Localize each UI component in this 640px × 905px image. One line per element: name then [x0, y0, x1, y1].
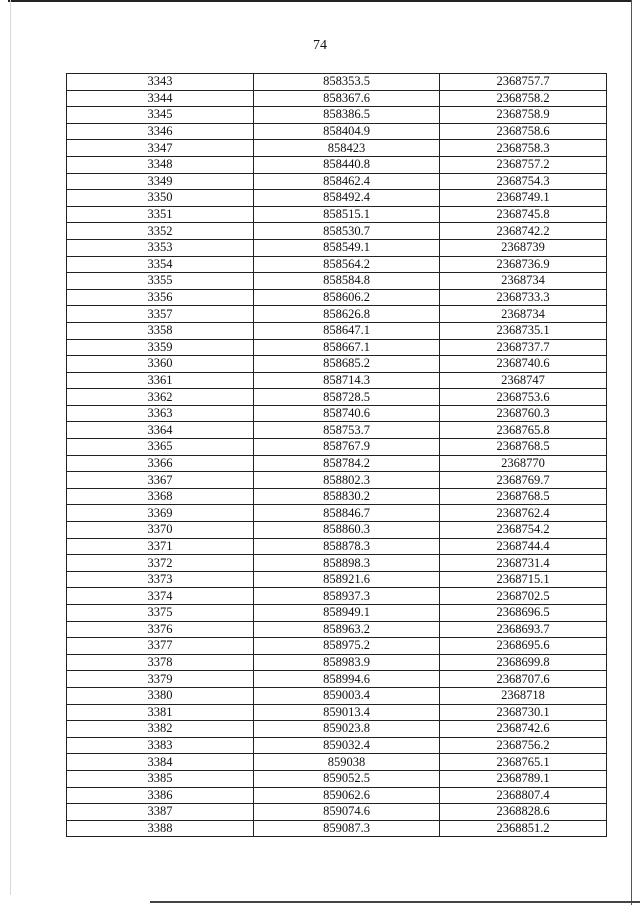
point-number-cell: 3345 — [67, 107, 254, 124]
x-coordinate-cell: 858830.2 — [254, 488, 440, 505]
y-coordinate-cell: 2368718 — [440, 687, 607, 704]
point-number-cell: 3356 — [67, 289, 254, 306]
point-number-cell: 3347 — [67, 140, 254, 157]
x-coordinate-cell: 858584.8 — [254, 273, 440, 290]
point-number-cell: 3346 — [67, 123, 254, 140]
x-coordinate-cell: 859062.6 — [254, 787, 440, 804]
x-coordinate-cell: 859013.4 — [254, 704, 440, 721]
point-number-cell: 3366 — [67, 455, 254, 472]
y-coordinate-cell: 2368745.8 — [440, 206, 607, 223]
point-number-cell: 3370 — [67, 522, 254, 539]
table-row — [67, 74, 607, 91]
point-number-cell: 3374 — [67, 588, 254, 605]
coordinates-table — [66, 73, 607, 837]
x-coordinate-cell: 858549.1 — [254, 239, 440, 256]
x-coordinate-cell: 859023.8 — [254, 721, 440, 738]
x-coordinate-cell: 858626.8 — [254, 306, 440, 323]
point-number-cell: 3381 — [67, 704, 254, 721]
point-number-cell: 3364 — [67, 422, 254, 439]
y-coordinate-cell: 2368756.2 — [440, 737, 607, 754]
point-number-cell: 3383 — [67, 737, 254, 754]
y-coordinate-cell: 2368715.1 — [440, 571, 607, 588]
point-number-cell: 3360 — [67, 356, 254, 373]
y-coordinate-cell: 2368693.7 — [440, 621, 607, 638]
y-coordinate-cell: 2368699.8 — [440, 654, 607, 671]
x-coordinate-cell: 858975.2 — [254, 638, 440, 655]
table-row — [67, 588, 607, 605]
point-number-cell: 3379 — [67, 671, 254, 688]
x-coordinate-cell: 858878.3 — [254, 538, 440, 555]
x-coordinate-cell: 858898.3 — [254, 555, 440, 572]
table-row — [67, 704, 607, 721]
y-coordinate-cell: 2368747 — [440, 372, 607, 389]
x-coordinate-cell: 858846.7 — [254, 505, 440, 522]
y-coordinate-cell: 2368758.2 — [440, 90, 607, 107]
x-coordinate-cell: 858462.4 — [254, 173, 440, 190]
table-row — [67, 638, 607, 655]
x-coordinate-cell: 858767.9 — [254, 439, 440, 456]
x-coordinate-cell: 858353.5 — [254, 74, 440, 91]
table-row — [67, 306, 607, 323]
y-coordinate-cell: 2368737.7 — [440, 339, 607, 356]
table-row — [67, 654, 607, 671]
point-number-cell: 3387 — [67, 804, 254, 821]
table-row — [67, 472, 607, 489]
y-coordinate-cell: 2368734 — [440, 273, 607, 290]
point-number-cell: 3367 — [67, 472, 254, 489]
y-coordinate-cell: 2368768.5 — [440, 439, 607, 456]
table-row — [67, 356, 607, 373]
table-row — [67, 140, 607, 157]
x-coordinate-cell: 858784.2 — [254, 455, 440, 472]
y-coordinate-cell: 2368695.6 — [440, 638, 607, 655]
y-coordinate-cell: 2368770 — [440, 455, 607, 472]
y-coordinate-cell: 2368702.5 — [440, 588, 607, 605]
x-coordinate-cell: 858685.2 — [254, 356, 440, 373]
point-number-cell: 3362 — [67, 389, 254, 406]
y-coordinate-cell: 2368739 — [440, 239, 607, 256]
x-coordinate-cell: 858860.3 — [254, 522, 440, 539]
table-row — [67, 787, 607, 804]
y-coordinate-cell: 2368765.8 — [440, 422, 607, 439]
table-row — [67, 339, 607, 356]
y-coordinate-cell: 2368735.1 — [440, 322, 607, 339]
table-row — [67, 107, 607, 124]
y-coordinate-cell: 2368758.6 — [440, 123, 607, 140]
x-coordinate-cell: 858440.8 — [254, 156, 440, 173]
coordinates-table-body — [67, 74, 607, 837]
x-coordinate-cell: 858647.1 — [254, 322, 440, 339]
table-row — [67, 206, 607, 223]
y-coordinate-cell: 2368828.6 — [440, 804, 607, 821]
point-number-cell: 3386 — [67, 787, 254, 804]
table-row — [67, 256, 607, 273]
y-coordinate-cell: 2368744.4 — [440, 538, 607, 555]
x-coordinate-cell: 858386.5 — [254, 107, 440, 124]
table-row — [67, 538, 607, 555]
table-row — [67, 687, 607, 704]
point-number-cell: 3352 — [67, 223, 254, 240]
y-coordinate-cell: 2368749.1 — [440, 190, 607, 207]
y-coordinate-cell: 2368757.7 — [440, 74, 607, 91]
point-number-cell: 3363 — [67, 405, 254, 422]
point-number-cell: 3358 — [67, 322, 254, 339]
x-coordinate-cell: 858728.5 — [254, 389, 440, 406]
x-coordinate-cell: 859003.4 — [254, 687, 440, 704]
y-coordinate-cell: 2368851.2 — [440, 820, 607, 837]
y-coordinate-cell: 2368733.3 — [440, 289, 607, 306]
table-row — [67, 289, 607, 306]
x-coordinate-cell: 859087.3 — [254, 820, 440, 837]
point-number-cell: 3380 — [67, 687, 254, 704]
point-number-cell: 3371 — [67, 538, 254, 555]
x-coordinate-cell: 858606.2 — [254, 289, 440, 306]
table-row — [67, 405, 607, 422]
point-number-cell: 3355 — [67, 273, 254, 290]
x-coordinate-cell: 858530.7 — [254, 223, 440, 240]
point-number-cell: 3348 — [67, 156, 254, 173]
point-number-cell: 3378 — [67, 654, 254, 671]
x-coordinate-cell: 858753.7 — [254, 422, 440, 439]
y-coordinate-cell: 2368742.2 — [440, 223, 607, 240]
y-coordinate-cell: 2368740.6 — [440, 356, 607, 373]
scan-edge-bottom — [150, 901, 640, 903]
y-coordinate-cell: 2368742.6 — [440, 721, 607, 738]
x-coordinate-cell: 858564.2 — [254, 256, 440, 273]
y-coordinate-cell: 2368768.5 — [440, 488, 607, 505]
y-coordinate-cell: 2368736.9 — [440, 256, 607, 273]
point-number-cell: 3365 — [67, 439, 254, 456]
table-row — [67, 422, 607, 439]
x-coordinate-cell: 858983.9 — [254, 654, 440, 671]
x-coordinate-cell: 858667.1 — [254, 339, 440, 356]
point-number-cell: 3377 — [67, 638, 254, 655]
scan-edge-right — [631, 0, 632, 905]
x-coordinate-cell: 858740.6 — [254, 405, 440, 422]
page-number: 74 — [313, 38, 327, 53]
point-number-cell: 3349 — [67, 173, 254, 190]
y-coordinate-cell: 2368731.4 — [440, 555, 607, 572]
table-row — [67, 571, 607, 588]
y-coordinate-cell: 2368754.3 — [440, 173, 607, 190]
x-coordinate-cell: 858404.9 — [254, 123, 440, 140]
point-number-cell: 3351 — [67, 206, 254, 223]
scan-edge-left — [10, 0, 11, 895]
x-coordinate-cell: 858423 — [254, 140, 440, 157]
table-row — [67, 173, 607, 190]
y-coordinate-cell: 2368734 — [440, 306, 607, 323]
point-number-cell: 3382 — [67, 721, 254, 738]
point-number-cell: 3359 — [67, 339, 254, 356]
point-number-cell: 3388 — [67, 820, 254, 837]
y-coordinate-cell: 2368730.1 — [440, 704, 607, 721]
point-number-cell: 3369 — [67, 505, 254, 522]
table-row — [67, 505, 607, 522]
table-row — [67, 389, 607, 406]
table-row — [67, 455, 607, 472]
point-number-cell: 3357 — [67, 306, 254, 323]
point-number-cell: 3385 — [67, 770, 254, 787]
point-number-cell: 3372 — [67, 555, 254, 572]
point-number-cell: 3353 — [67, 239, 254, 256]
table-row — [67, 190, 607, 207]
table-row — [67, 754, 607, 771]
x-coordinate-cell: 859052.5 — [254, 770, 440, 787]
table-row — [67, 90, 607, 107]
x-coordinate-cell: 858802.3 — [254, 472, 440, 489]
y-coordinate-cell: 2368707.6 — [440, 671, 607, 688]
table-row — [67, 721, 607, 738]
x-coordinate-cell: 859074.6 — [254, 804, 440, 821]
table-row — [67, 273, 607, 290]
y-coordinate-cell: 2368753.6 — [440, 389, 607, 406]
y-coordinate-cell: 2368762.4 — [440, 505, 607, 522]
point-number-cell: 3376 — [67, 621, 254, 638]
table-row — [67, 123, 607, 140]
x-coordinate-cell: 858921.6 — [254, 571, 440, 588]
x-coordinate-cell: 858937.3 — [254, 588, 440, 605]
x-coordinate-cell: 858515.1 — [254, 206, 440, 223]
y-coordinate-cell: 2368757.2 — [440, 156, 607, 173]
table-row — [67, 522, 607, 539]
x-coordinate-cell: 859032.4 — [254, 737, 440, 754]
table-row — [67, 223, 607, 240]
x-coordinate-cell: 859038 — [254, 754, 440, 771]
x-coordinate-cell: 858949.1 — [254, 605, 440, 622]
point-number-cell: 3375 — [67, 605, 254, 622]
y-coordinate-cell: 2368758.9 — [440, 107, 607, 124]
point-number-cell: 3344 — [67, 90, 254, 107]
point-number-cell: 3354 — [67, 256, 254, 273]
x-coordinate-cell: 858714.3 — [254, 372, 440, 389]
y-coordinate-cell: 2368760.3 — [440, 405, 607, 422]
point-number-cell: 3384 — [67, 754, 254, 771]
table-row — [67, 439, 607, 456]
y-coordinate-cell: 2368769.7 — [440, 472, 607, 489]
x-coordinate-cell: 858492.4 — [254, 190, 440, 207]
table-row — [67, 239, 607, 256]
table-row — [67, 322, 607, 339]
y-coordinate-cell: 2368765.1 — [440, 754, 607, 771]
y-coordinate-cell: 2368789.1 — [440, 770, 607, 787]
point-number-cell: 3343 — [67, 74, 254, 91]
y-coordinate-cell: 2368696.5 — [440, 605, 607, 622]
table-row — [67, 770, 607, 787]
table-row — [67, 804, 607, 821]
y-coordinate-cell: 2368807.4 — [440, 787, 607, 804]
table-row — [67, 156, 607, 173]
table-row — [67, 372, 607, 389]
x-coordinate-cell: 858994.6 — [254, 671, 440, 688]
x-coordinate-cell: 858963.2 — [254, 621, 440, 638]
table-row — [67, 820, 607, 837]
table-row — [67, 621, 607, 638]
point-number-cell: 3368 — [67, 488, 254, 505]
table-row — [67, 671, 607, 688]
table-row — [67, 555, 607, 572]
x-coordinate-cell: 858367.6 — [254, 90, 440, 107]
point-number-cell: 3350 — [67, 190, 254, 207]
point-number-cell: 3373 — [67, 571, 254, 588]
table-row — [67, 488, 607, 505]
scan-edge-top — [8, 0, 632, 2]
y-coordinate-cell: 2368758.3 — [440, 140, 607, 157]
table-row — [67, 605, 607, 622]
table-row — [67, 737, 607, 754]
y-coordinate-cell: 2368754.2 — [440, 522, 607, 539]
point-number-cell: 3361 — [67, 372, 254, 389]
